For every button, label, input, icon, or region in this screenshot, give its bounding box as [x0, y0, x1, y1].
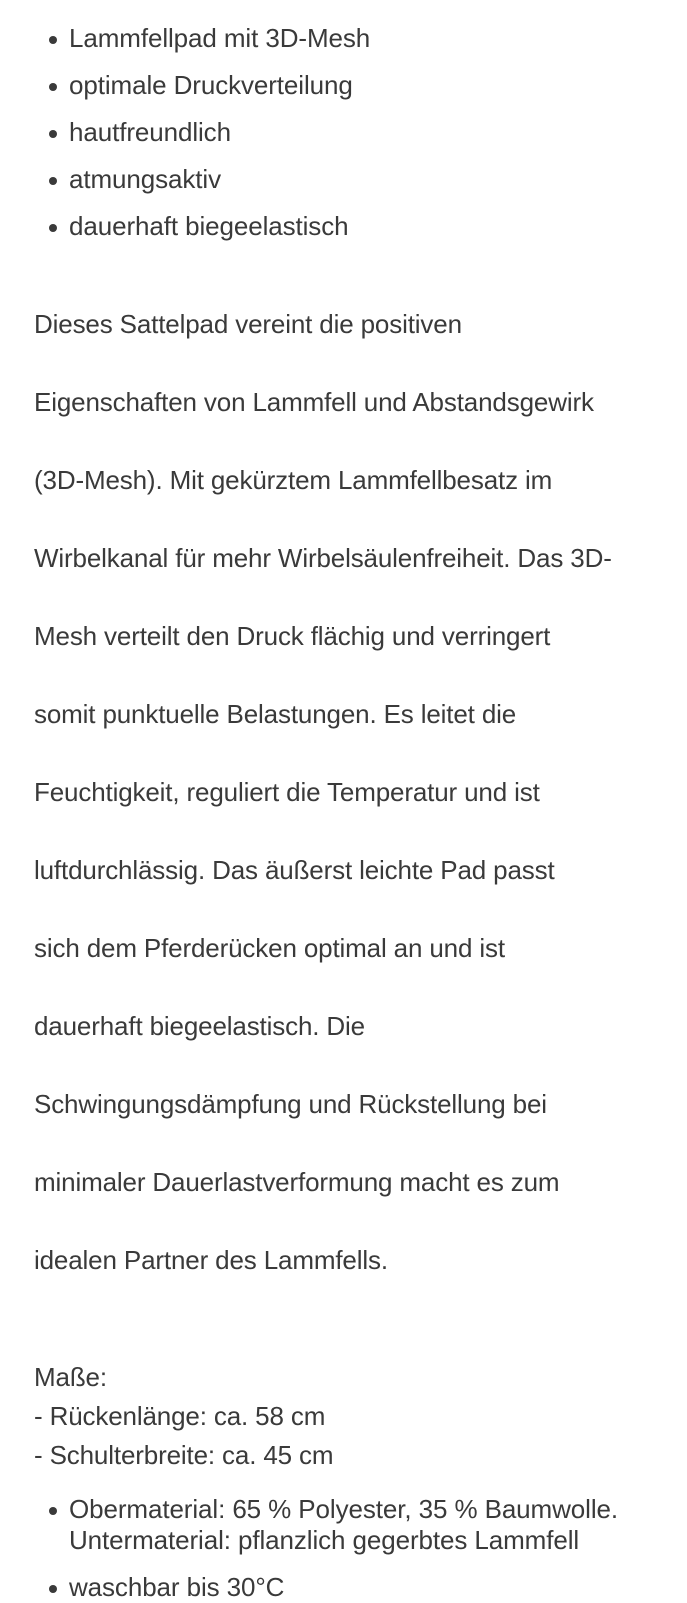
- washing-info: waschbar bis 30°C: [69, 1572, 285, 1602]
- description-line: idealen Partner des Lammfells.: [34, 1245, 388, 1275]
- bullet-icon: [49, 36, 57, 44]
- description-line: sich dem Pferderücken optimal an und ist: [34, 933, 505, 963]
- list-item: [34, 1572, 674, 1603]
- description-line: Dieses Sattelpad vereint die positiven: [34, 309, 462, 339]
- material-list: [34, 1494, 674, 1603]
- bullet-icon: [49, 1585, 57, 1593]
- list-item: Lammfellpad mit 3D-Mesh: [34, 23, 674, 54]
- dimensions-block: [34, 1358, 674, 1475]
- description-paragraph: [34, 266, 674, 1319]
- list-item: atmungsaktiv: [34, 164, 674, 195]
- description-line: minimaler Dauerlastverformung macht es zum: [34, 1167, 560, 1197]
- description-line: dauerhaft biegeelastisch. Die: [34, 1011, 365, 1041]
- shoulder-width: - Schulterbreite: ca. 45 cm: [34, 1440, 334, 1470]
- bullet-icon: [49, 177, 57, 185]
- list-item: optimale Druckverteilung: [34, 70, 674, 101]
- bullet-icon: [49, 1507, 57, 1515]
- feature-list: [34, 23, 674, 242]
- list-item: dauerhaft biegeelastisch: [34, 211, 674, 242]
- description-line: Schwingungsdämpfung und Rückstellung bei: [34, 1089, 547, 1119]
- product-description: [34, 0, 674, 1603]
- bullet-icon: [49, 224, 57, 232]
- description-line: Wirbelkanal für mehr Wirbelsäulenfreiheit. Das 3D-: [34, 543, 612, 573]
- list-item: [34, 1494, 674, 1556]
- outer-material: Obermaterial: 65 % Polyester, 35 % Baumwolle.: [69, 1494, 618, 1524]
- description-line: luftdurchlässig. Das äußerst leichte Pad passt: [34, 855, 555, 885]
- dimensions-heading: Maße:: [34, 1362, 107, 1392]
- back-length: - Rückenlänge: ca. 58 cm: [34, 1401, 326, 1431]
- description-line: somit punktuelle Belastungen. Es leitet die: [34, 699, 517, 729]
- list-item: hautfreundlich: [34, 117, 674, 148]
- description-line: (3D-Mesh). Mit gekürztem Lammfellbesatz im: [34, 465, 553, 495]
- inner-material: Untermaterial: pflanzlich gegerbtes Lammfell: [69, 1525, 580, 1555]
- description-line: Eigenschaften von Lammfell und Abstandsgewirk: [34, 387, 594, 417]
- bullet-icon: [49, 83, 57, 91]
- description-line: Feuchtigkeit, reguliert die Temperatur und ist: [34, 777, 540, 807]
- bullet-icon: [49, 130, 57, 138]
- description-line: Mesh verteilt den Druck flächig und verringert: [34, 621, 551, 651]
